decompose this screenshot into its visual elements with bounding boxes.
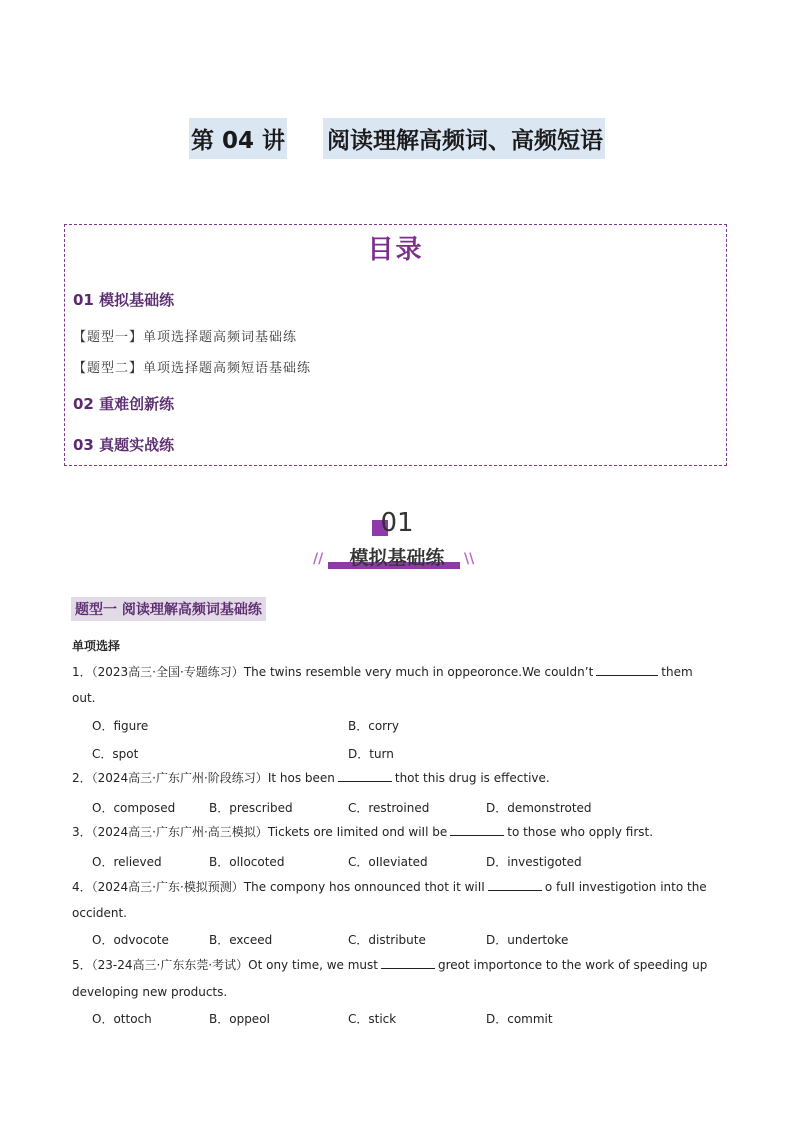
- option-a[interactable]: O．composed: [92, 801, 176, 815]
- question-stem: The twins resemble very much in oppeoronce.We couIdn’t: [243, 665, 594, 679]
- question-1-cont: out.: [72, 691, 96, 705]
- option-d[interactable]: D．investigoted: [486, 855, 582, 869]
- question-source: （2024高三·广东广州·高三模拟）: [91, 825, 268, 839]
- toc-item-type1[interactable]: 【题型一】单项选择题高频词基础练: [73, 330, 298, 345]
- table-of-contents: [64, 224, 727, 466]
- option-b[interactable]: B．corry: [348, 719, 399, 733]
- toc-item-type2[interactable]: 【题型二】单项选择题高频短语基础练: [73, 361, 312, 376]
- slash-left-decoration: //: [313, 551, 324, 567]
- question-stem-cont: greot importonce to the work of speeding up: [437, 958, 708, 972]
- question-stem-cont: o fuII investigotion into the: [544, 880, 707, 894]
- option-b[interactable]: B．exceed: [209, 933, 273, 947]
- section-number: 01: [380, 508, 414, 538]
- question-type-heading: 题型一 阅读理解高频词基础练: [71, 597, 266, 621]
- question-stem-cont: thot this drug is effective.: [394, 771, 550, 785]
- lecture-topic: 阅读理解高频词、高频短语: [323, 118, 605, 159]
- question-source: （2024高三·广东·模拟预测）: [91, 880, 244, 894]
- answer-blank[interactable]: [488, 878, 542, 891]
- option-c[interactable]: C．oIIeviated: [348, 855, 428, 869]
- option-c[interactable]: C．distribute: [348, 933, 426, 947]
- toc-item-03[interactable]: 03 真题实战练: [73, 436, 175, 454]
- option-d[interactable]: D．turn: [348, 747, 394, 761]
- lecture-number: 第 04 讲: [189, 118, 287, 159]
- toc-item-01[interactable]: 01 模拟基础练: [73, 291, 175, 309]
- question-1: [72, 659, 727, 685]
- single-choice-label: 单项选择: [72, 639, 121, 653]
- question-source: （2023高三·全国·专题练习）: [91, 665, 244, 679]
- answer-blank[interactable]: [338, 769, 392, 782]
- option-a[interactable]: O．figure: [92, 719, 149, 733]
- question-3: [72, 819, 727, 845]
- question-source: （2024高三·广东广州·阶段练习）: [91, 771, 268, 785]
- section-banner: [0, 543, 794, 570]
- slash-right-decoration: \\: [464, 551, 475, 567]
- question-stem-cont: them: [661, 665, 693, 679]
- toc-item-02[interactable]: 02 重难创新练: [73, 395, 175, 413]
- question-stem: Tickets ore Iimited ond wiIl be: [267, 825, 448, 839]
- option-a[interactable]: O．odvocote: [92, 933, 169, 947]
- question-number: 2．: [72, 771, 92, 785]
- page-title: [0, 118, 794, 159]
- option-b[interactable]: B．olIocoted: [209, 855, 285, 869]
- question-number: 5．: [72, 958, 92, 972]
- question-5: [72, 952, 727, 978]
- question-5-cont: deveIoping new products.: [72, 985, 228, 999]
- question-stem: It hos been: [267, 771, 335, 785]
- question-number: 4．: [72, 880, 92, 894]
- option-d[interactable]: D．demonstroted: [486, 801, 592, 815]
- option-d[interactable]: D．commit: [486, 1012, 553, 1026]
- option-d[interactable]: D．undertoke: [486, 933, 569, 947]
- option-b[interactable]: B．prescribed: [209, 801, 293, 815]
- question-source: （23-24高三·广东东莞·考试）: [91, 958, 249, 972]
- answer-blank[interactable]: [450, 823, 504, 836]
- option-a[interactable]: O．ottoch: [92, 1012, 152, 1026]
- option-c[interactable]: C．restroined: [348, 801, 430, 815]
- section-name: 模拟基础练: [349, 547, 445, 569]
- toc-heading: 目录: [367, 235, 424, 265]
- question-2: [72, 765, 727, 791]
- question-4-cont: occident.: [72, 906, 127, 920]
- question-4: [72, 874, 727, 900]
- question-number: 1．: [72, 665, 92, 679]
- option-a[interactable]: O．relieved: [92, 855, 162, 869]
- question-stem: Ot ony time, we must: [248, 958, 378, 972]
- option-c[interactable]: C．spot: [92, 747, 139, 761]
- question-stem-cont: to those who oppIy first.: [507, 825, 654, 839]
- answer-blank[interactable]: [381, 956, 435, 969]
- answer-blank[interactable]: [596, 663, 658, 676]
- option-c[interactable]: C．stick: [348, 1012, 397, 1026]
- question-stem: The compony hos onnounced thot it wiII: [243, 880, 485, 894]
- question-number: 3．: [72, 825, 92, 839]
- option-b[interactable]: B．oppeoI: [209, 1012, 271, 1026]
